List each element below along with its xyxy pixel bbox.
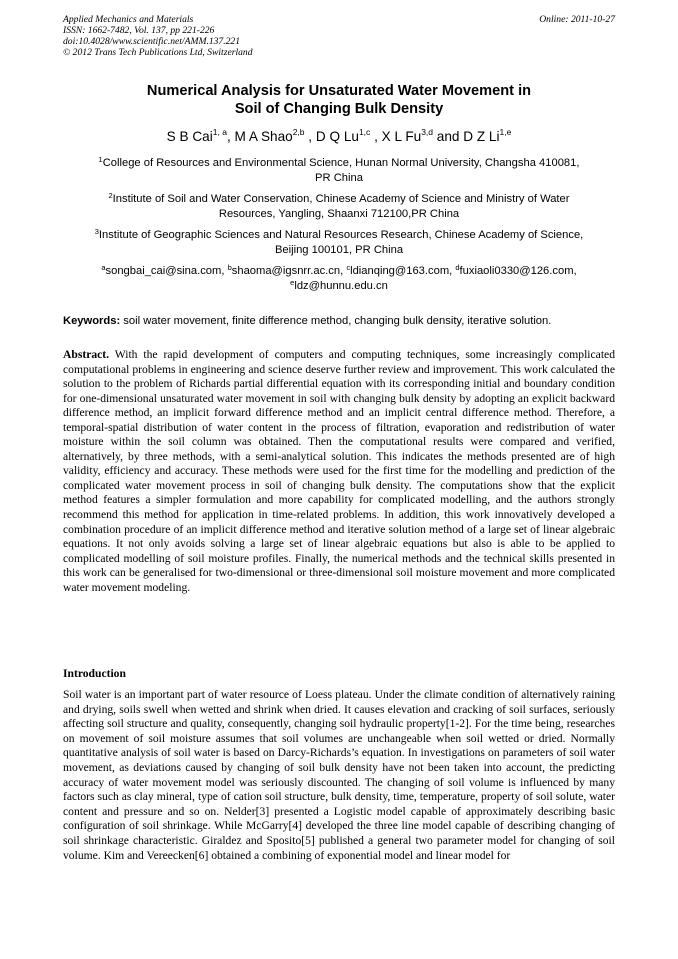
- keywords-label: Keywords:: [63, 315, 121, 327]
- affiliation-text: Institute of Soil and Water Conservation, Chinese Academy of Science and Ministry of Water: [112, 193, 570, 205]
- affiliation-mark: 1: [98, 155, 103, 164]
- author-name: S B Cai: [166, 129, 213, 144]
- title-line-2: Soil of Changing Bulk Density: [234, 101, 444, 117]
- affiliation-3: [63, 228, 615, 258]
- affiliation-text: Institute of Geographic Sciences and Natural Resources Research, Chinese Academy of Science,: [98, 229, 584, 241]
- email-mark: c: [346, 263, 351, 272]
- affiliation-text: College of Resources and Environmental Science, Hunan Normal University, Changsha 410081,: [102, 157, 580, 169]
- copyright-line: © 2012 Trans Tech Publications Ltd, Switzerland: [63, 47, 253, 58]
- abstract-text: With the rapid development of computers and computing techniques, some increasingly complicated computational problems in engineering and science deserve further review and improvement. This work calculated the solution to the problem of Richards partial differential equation with its corresponding initial and boundary condition for one-dimensional unsaturated water movement in soil with changing bulk density by adopting an explicit backward difference method, an implicit forward difference method and an implicit central difference method. Therefore, a temporal-spatial distribution of water content in the process of filtration, evaporation and redistribution of water moisture within the soil column was obtained. Then the computational results were compared and verified, alternatively, by three methods, with a semi-analytical solution. This indicates the methods presented are of high validity, efficiency and accuracy. These methods were used for the first time for the modelling and prediction of the complicated water movement process in soil of changing bulk density. The computations show that the explicit method features a simpler formulation and more capability for complicated modelling, and the authors strongly recommend this method for application in time-related problems. In addition, this work innovatively developed a combination procedure of an implicit difference method and iterative solution method of a large set of linear algebraic equations. It not only avoids solving a large set of linear algebraic equations but also is able to be applied to complicated modelling of soil moisture profiles. Finally, the numerical methods and the technical skills presented in this work can be generalised for two-dimensional or three-dimensional soil moisture movement and more complicated water movement modeling.: [63, 348, 615, 594]
- author-list: [63, 128, 615, 146]
- affiliation-mark: 3: [94, 227, 99, 236]
- doi-line: doi:10.4028/www.scientific.net/AMM.137.221: [63, 36, 241, 47]
- email-address: songbai_cai@sina.com,: [105, 265, 228, 277]
- keywords-text: soil water movement, finite difference method, changing bulk density, iterative solution.: [120, 315, 552, 327]
- author-affiliation-mark: 3,d: [421, 127, 434, 137]
- author-separator: ,: [226, 129, 235, 144]
- paper-title: [63, 82, 615, 118]
- email-mark: d: [455, 263, 460, 272]
- author-name: D Z Li: [463, 129, 500, 144]
- email-address: ldianqing@163.com,: [350, 265, 456, 277]
- author-name: D Q Lu: [315, 129, 359, 144]
- abstract-label: Abstract.: [63, 348, 110, 361]
- email-mark: e: [290, 278, 295, 287]
- author-name: M A Shao: [234, 129, 293, 144]
- email-list: [63, 264, 615, 294]
- email-address: shaoma@igsnrr.ac.cn,: [231, 265, 347, 277]
- affiliation-text: PR China: [315, 172, 363, 184]
- affiliation-text: Beijing 100101, PR China: [274, 244, 404, 256]
- author-name: X L Fu: [381, 129, 422, 144]
- author-affiliation-mark: 1, a: [212, 127, 227, 137]
- journal-header: [63, 14, 615, 58]
- introduction-heading: Introduction: [63, 667, 126, 680]
- email-address: fuxiaoli0330@126.com,: [459, 265, 577, 277]
- affiliation-2: [63, 192, 615, 222]
- author-affiliation-mark: 1,c: [358, 127, 371, 137]
- email-mark: b: [227, 263, 232, 272]
- author-affiliation-mark: 2,b: [292, 127, 305, 137]
- title-line-1: Numerical Analysis for Unsaturated Water Movement in: [146, 83, 532, 99]
- affiliation-1: [63, 156, 615, 186]
- author-separator: and: [433, 129, 464, 144]
- journal-name: Applied Mechanics and Materials: [63, 14, 194, 25]
- keywords: [63, 314, 615, 329]
- author-separator: ,: [370, 129, 382, 144]
- abstract: [63, 348, 615, 595]
- issn-line: ISSN: 1662-7482, Vol. 137, pp 221-226: [63, 25, 215, 36]
- online-date: Online: 2011-10-27: [539, 14, 615, 25]
- affiliation-text: Resources, Yangling, Shaanxi 712100,PR China: [218, 208, 460, 220]
- author-affiliation-mark: 1,e: [499, 127, 512, 137]
- author-separator: ,: [304, 129, 316, 144]
- email-mark: a: [101, 263, 106, 272]
- email-address: ldz@hunnu.edu.cn: [294, 280, 388, 292]
- affiliation-mark: 2: [108, 191, 113, 200]
- introduction-text: Soil water is an important part of water resource of Loess plateau. Under the climate condition of alternatively raining and drying, soils swell when wetted and shrink when dried. It causes elevation and cracking of soil surfaces, seriously affecting soil structure and quality, consequently, changing soil hydraulic property[1-2]. For the time being, researches on movement of soil moisture assumes that soil volumes are unchangeable when soil wetted or dried. Normally quantitative analysis of soil water is based on Darcy-Richards’s equation. In investigations on parameters of soil water movement, as deviations caused by changing of soil bulk density have not been taken into account, the predicting accuracy of water movement model was seriously discounted. The changing of soil volume is influenced by many factors such as clay mineral, type of cation soil structure, bulk density, time, temperature, property of soil solute, water content and pressure and so on. Nelder[3] presented a Logistic model capable of approximately describing basic configuration of soil shrinkage. While McGarry[4] developed the three line model capable of describing changing of soil shrinkage characteristic. Giraldez and Sposito[5] published a general two parameter model for changing of soil volume. Kim and Vereecken[6] obtained a combining of exponential model and linear model for: [63, 688, 615, 862]
